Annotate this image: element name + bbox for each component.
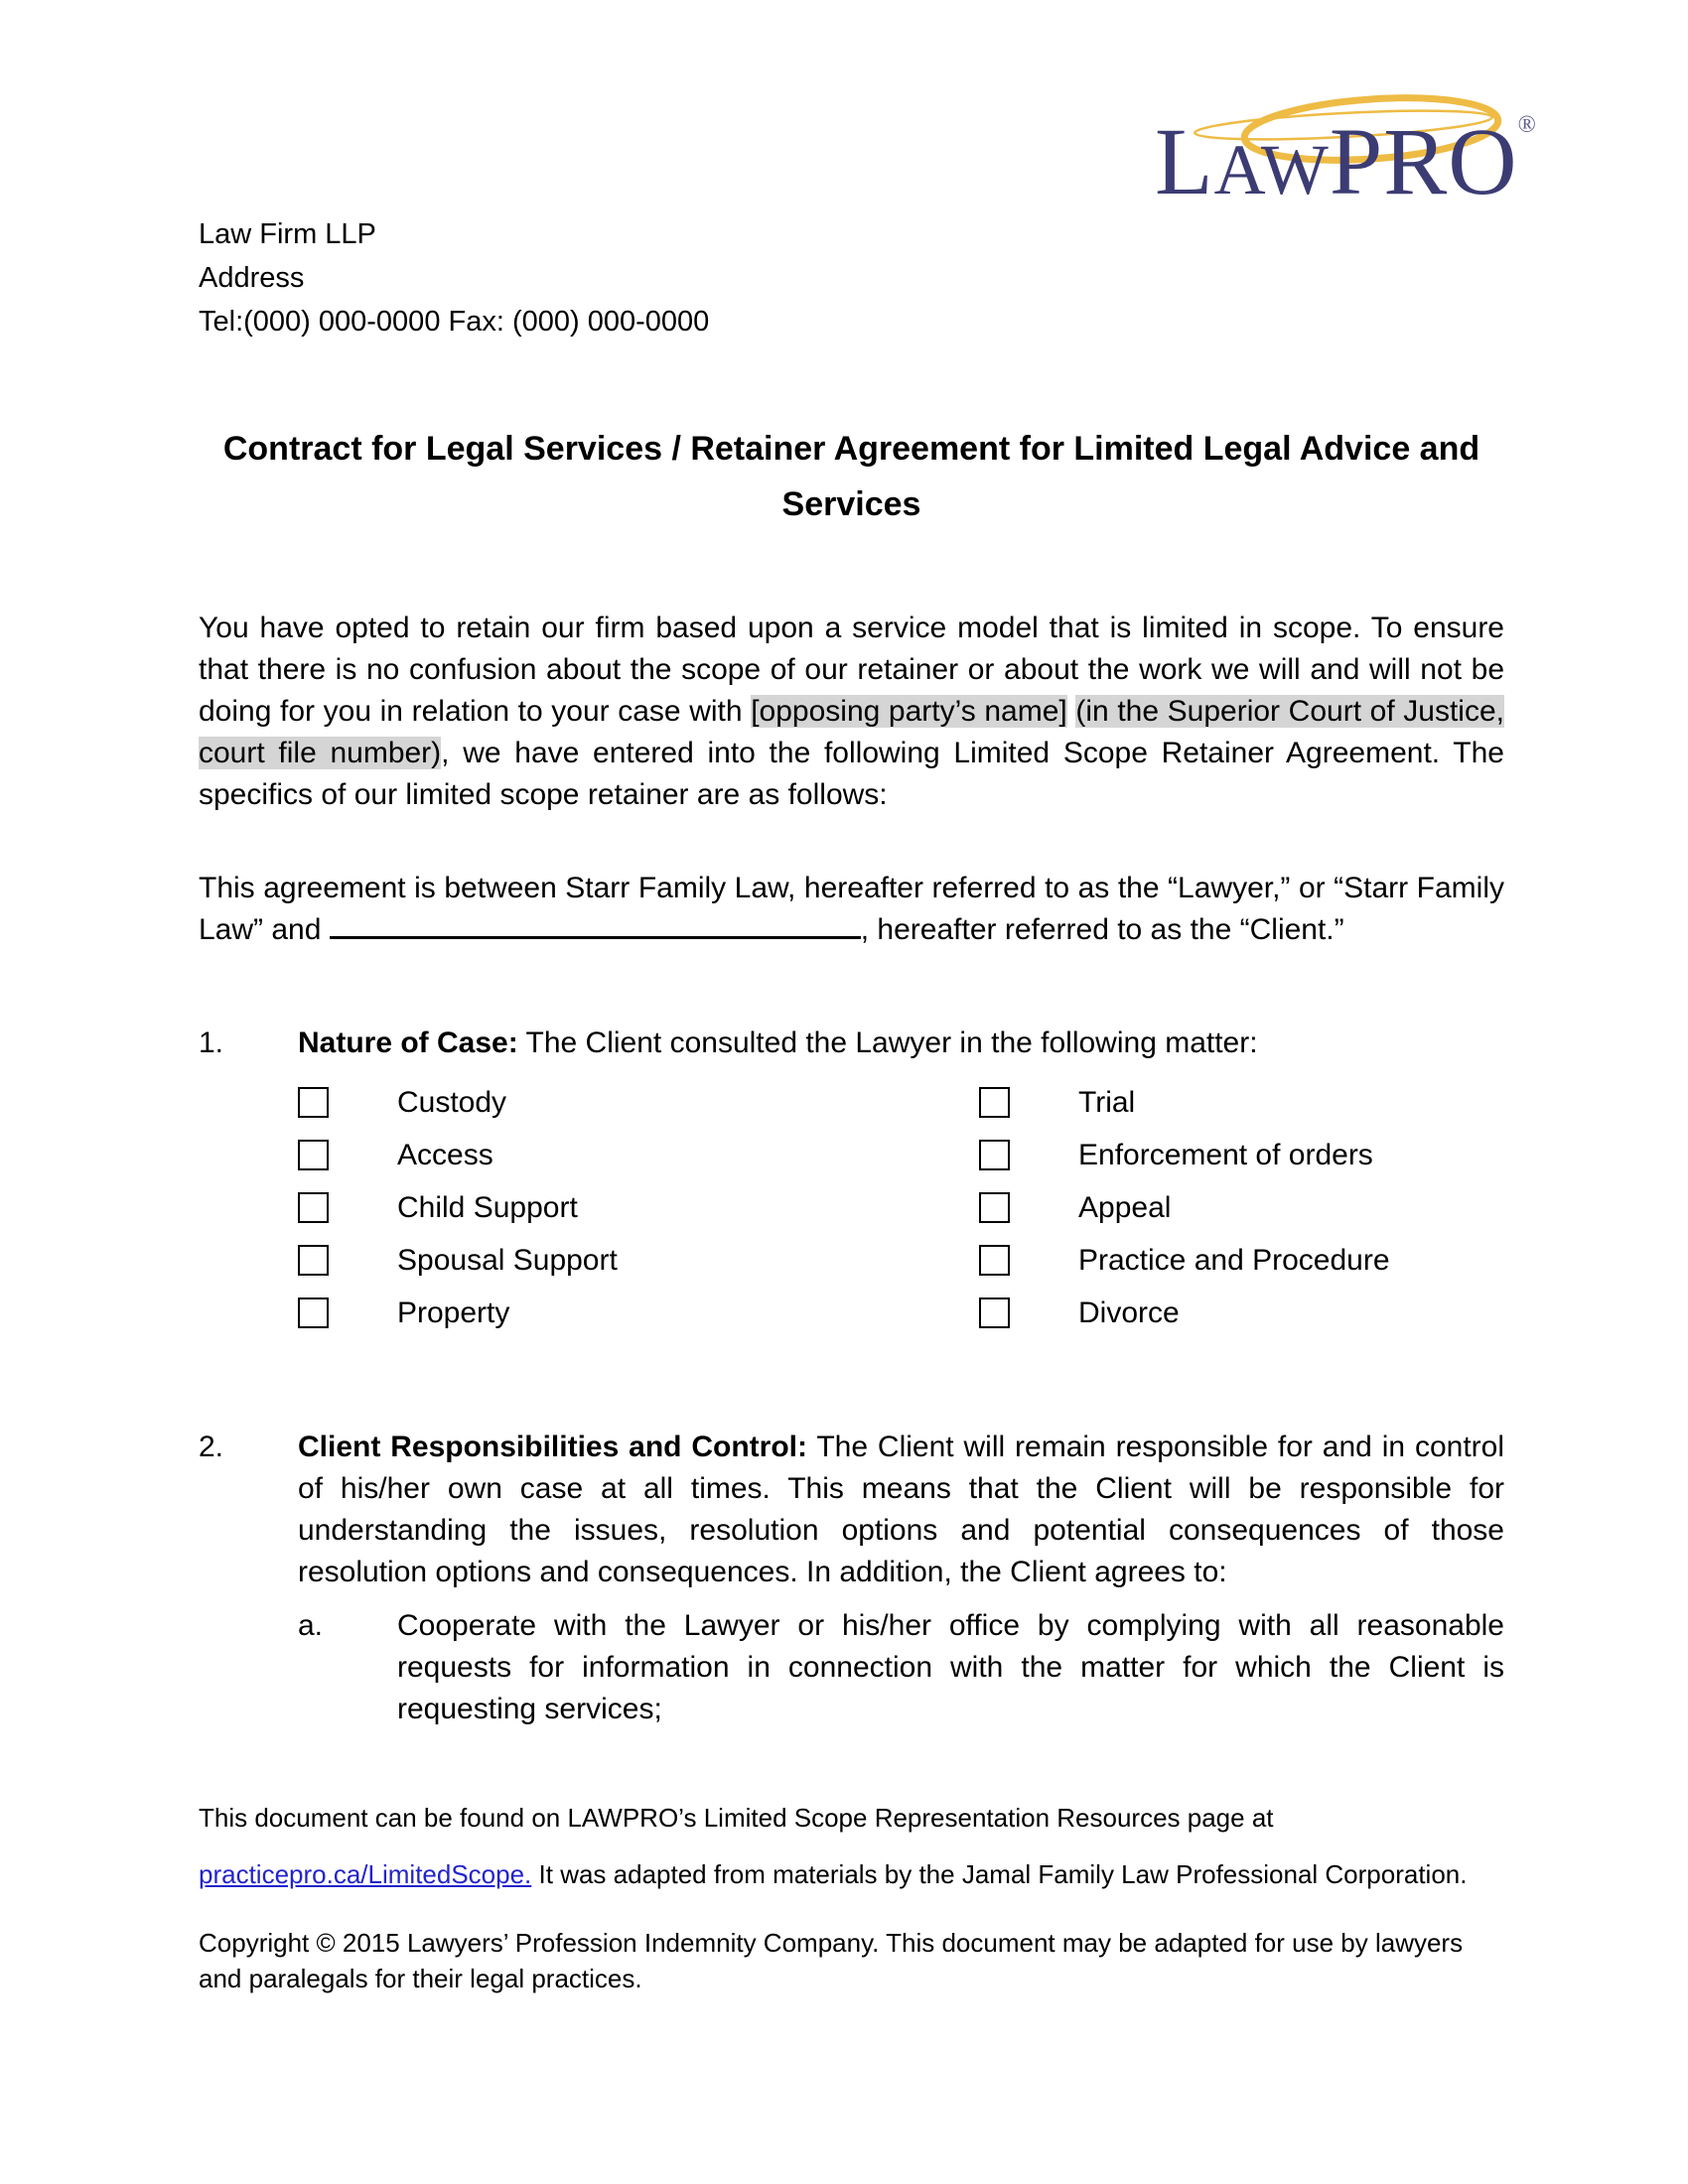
checkbox-row-divorce <box>979 1287 1390 1339</box>
firm-name: Law Firm LLP <box>199 218 376 250</box>
checkbox-label: Trial <box>1078 1085 1136 1119</box>
section-number: 2. <box>199 1431 224 1463</box>
checkbox-label: Spousal Support <box>397 1243 618 1277</box>
subitem-letter: a. <box>298 1609 324 1642</box>
logo-letters-pro: PRO <box>1329 108 1518 214</box>
checkbox-spousal-support[interactable] <box>298 1245 329 1276</box>
document-title: Contract for Legal Services / Retainer Agreement for Limited Legal Advice and Services <box>222 430 1480 523</box>
firm-address-block <box>199 212 1504 343</box>
section-2-paragraph <box>298 1427 1504 1593</box>
agreement-text-post: , hereafter referred to as the “Client.” <box>860 913 1344 946</box>
logo-letters-aw: AW <box>1213 130 1330 209</box>
page-footer <box>199 1790 1504 1996</box>
checkbox-practice-and-procedure[interactable] <box>979 1245 1010 1276</box>
client-name-blank-field[interactable] <box>330 909 861 939</box>
checkbox-custody[interactable] <box>298 1087 329 1118</box>
agreement-parties-paragraph <box>199 868 1504 951</box>
highlight-opposing-party-name: [opposing party’s name] <box>751 695 1067 728</box>
checkbox-trial[interactable] <box>979 1087 1010 1118</box>
checkbox-label: Custody <box>397 1085 507 1119</box>
checkbox-column-left <box>298 1076 979 1339</box>
registered-trademark-icon: ® <box>1517 112 1537 138</box>
checkbox-column-right <box>979 1076 1390 1339</box>
checkbox-row-practice-procedure <box>979 1234 1390 1287</box>
copyright-notice: Copyright © 2015 Lawyers’ Profession Indemnity Company. This document may be adapted for use by lawyers and paralegals for their legal practices. <box>199 1928 1464 1993</box>
intro-text-pre: You have opted to retain our firm based upon a service model that is limited in scope. To ensure that there is no confusion about the scope of our retainer or about the work we will and will not be doing for you in relation to your case with <box>199 612 1504 728</box>
checkbox-label: Appeal <box>1078 1190 1172 1224</box>
section-2-text: The Client will remain responsible for and in control of his/her own case at all times. This means that the Client will be responsible for understanding the issues, resolution options and potential consequences of those resolution options and consequences. In addition, the Client agrees to: <box>298 1431 1505 1588</box>
checkbox-label: Access <box>397 1138 493 1171</box>
checkbox-child-support[interactable] <box>298 1192 329 1223</box>
footer-text-post: It was adapted from materials by the Jamal Family Law Professional Corporation. <box>531 1859 1468 1889</box>
checkbox-label: Enforcement of orders <box>1078 1138 1373 1171</box>
lawpro-logo <box>1155 68 1537 214</box>
checkbox-label: Divorce <box>1078 1296 1180 1329</box>
checkbox-row-trial <box>979 1076 1390 1129</box>
practicepro-link[interactable]: practicepro.ca/LimitedScope. <box>199 1859 532 1889</box>
footer-text-pre: This document can be found on LAWPRO’s Limited Scope Representation Resources page at <box>199 1803 1274 1833</box>
checkbox-divorce[interactable] <box>979 1297 1010 1328</box>
subitem-a <box>298 1605 1504 1730</box>
nature-of-case-checkbox-grid <box>298 1076 1504 1339</box>
section-client-responsibilities <box>199 1427 1504 1730</box>
checkbox-row-child-support <box>298 1181 979 1234</box>
checkbox-label: Child Support <box>397 1190 578 1224</box>
checkbox-row-property <box>298 1287 979 1339</box>
section-1-intro-line <box>298 1023 1504 1064</box>
logo-letter-l: L <box>1155 108 1214 214</box>
checkbox-row-spousal-support <box>298 1234 979 1287</box>
highlight-court-file-info: (in the Superior Court of Justice, court file number) <box>199 695 1504 769</box>
subitem-a-text: Cooperate with the Lawyer or his/her office by complying with all reasonable requests for information in connection with the matter for which the Client is requesting services; <box>397 1609 1504 1725</box>
section-1-text: The Client consulted the Lawyer in the following matter: <box>525 1026 1258 1059</box>
agreement-text-pre: This agreement is between Starr Family Law, hereafter referred to as the “Lawyer,” or “Starr Family Law” and <box>199 872 1504 946</box>
logo-row <box>199 0 1537 214</box>
firm-tel-fax: Tel:(000) 000-0000 Fax: (000) 000-0000 <box>199 306 710 338</box>
checkbox-label: Practice and Procedure <box>1078 1243 1390 1277</box>
checkbox-row-custody <box>298 1076 979 1129</box>
checkbox-access[interactable] <box>298 1140 329 1170</box>
checkbox-label: Property <box>397 1296 510 1329</box>
section-1-heading: Nature of Case: <box>298 1026 518 1059</box>
section-2-heading: Client Responsibilities and Control: <box>298 1431 807 1463</box>
firm-address: Address <box>199 262 305 294</box>
intro-paragraph <box>199 608 1504 816</box>
checkbox-row-appeal <box>979 1181 1390 1234</box>
section-number: 1. <box>199 1026 224 1059</box>
footer-source-note <box>199 1790 1504 1903</box>
section-nature-of-case <box>199 1023 1504 1339</box>
lawpro-logo-text <box>1155 108 1537 214</box>
checkbox-row-access <box>298 1129 979 1181</box>
intro-text-post: , we have entered into the following Limited Scope Retainer Agreement. The specifics of our limited scope retainer are as follows: <box>199 737 1504 811</box>
checkbox-appeal[interactable] <box>979 1192 1010 1223</box>
checkbox-enforcement-of-orders[interactable] <box>979 1140 1010 1170</box>
checkbox-property[interactable] <box>298 1297 329 1328</box>
checkbox-row-enforcement <box>979 1129 1390 1181</box>
